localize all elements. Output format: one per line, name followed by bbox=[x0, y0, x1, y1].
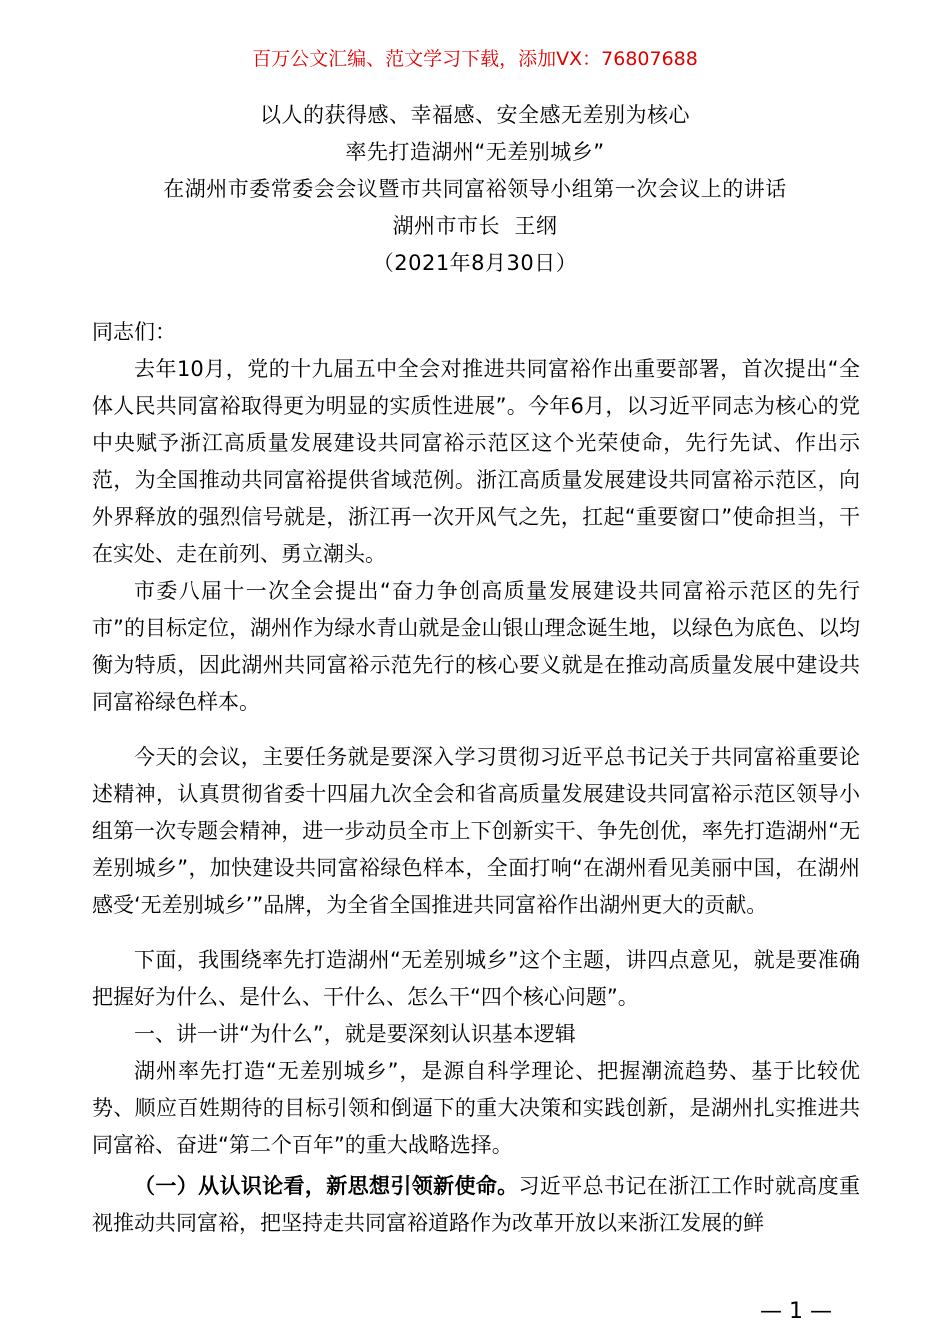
paragraph-4: 下面，我围绕率先打造湖州“无差别城乡”这个主题，讲四点意见，就是要准确把握好为什么、是什么、干什么、怎么干“四个核心问题”。 bbox=[92, 948, 860, 1009]
paragraph-7 bbox=[92, 1168, 860, 1242]
paragraph-1: 去年10月，党的十九届五中全会对推进共同富裕作出重要部署，首次提出“全体人民共同富裕取得更为明显的实质性进展”。今年6月，以习近平同志为核心的党中央赋予浙江高质量发展建设共同富裕示范区这个光荣使命，先行先试、作出示范，为全国推动共同富裕提供省域范例。浙江高质量发展建设共同富裕示范区，向外界释放的强烈信号就是，浙江再一次开风气之先，扛起“重要窗口”使命担当，干在实处、走在前列、勇立潮头。 bbox=[92, 357, 860, 566]
section-heading-1: 一、讲一讲“为什么”，就是要深刻认识基本逻辑 bbox=[134, 1022, 576, 1046]
paragraph-2: 市委八届十一次全会提出“奋力争创高质量发展建设共同富裕示范区的先行市”的目标定位，湖州作为绿水青山就是金山银山理念诞生地，以绿色为底色、以均衡为特质，因此湖州共同富裕示范先行的核心要义就是在推动高质量发展中建设共同富裕绿色样本。 bbox=[92, 579, 860, 714]
title-line-1: 以人的获得感、幸福感、安全感无差别为核心 bbox=[260, 103, 690, 127]
page-number: — 1 — bbox=[760, 1299, 832, 1324]
date-line: （2021年8月30日） bbox=[372, 251, 578, 275]
salutation: 同志们： bbox=[92, 320, 176, 344]
paragraph-6: 湖州率先打造“无差别城乡”，是源自科学理论、把握潮流趋势、基于比较优势、顺应百姓期待的目标引领和倒逼下的重大决策和实践创新，是湖州扎实推进共同富裕、奋进“第二个百年”的重大战略选择。 bbox=[92, 1059, 860, 1157]
subsection-heading-1: （一）从认识论看，新思想引领新使命。 bbox=[134, 1174, 519, 1198]
paragraph-3: 今天的会议，主要任务就是要深入学习贯彻习近平总书记关于共同富裕重要论述精神，认真贯彻省委十四届九次全会和省高质量发展建设共同富裕示范区领导小组第一次专题会精神，进一步动员全市上下创新实干、争先创优，率先打造湖州“无差别城乡”，加快建设共同富裕绿色样本，全面打响“在湖州看见美丽中国，在湖州感受‘无差别城乡’”品牌，为全省全国推进共同富裕作出湖州更大的贡献。 bbox=[92, 745, 860, 917]
speaker-line: 湖州市市长 王纲 bbox=[392, 214, 558, 238]
title-line-3: 在湖州市委常委会会议暨市共同富裕领导小组第一次会议上的讲话 bbox=[163, 177, 787, 201]
watermark-banner: 百万公文汇编、范文学习下载，添加VX：76807688 bbox=[252, 48, 698, 70]
title-block bbox=[0, 97, 950, 282]
title-line-2: 率先打造湖州“无差别城乡” bbox=[345, 140, 605, 164]
paragraph-7-text: 习近平总书记在浙江工作时就高度重视推动共同富裕，把坚持走共同富裕道路作为改革开放以来浙江发展的鲜 bbox=[92, 1174, 861, 1235]
speech-body bbox=[92, 314, 860, 1242]
